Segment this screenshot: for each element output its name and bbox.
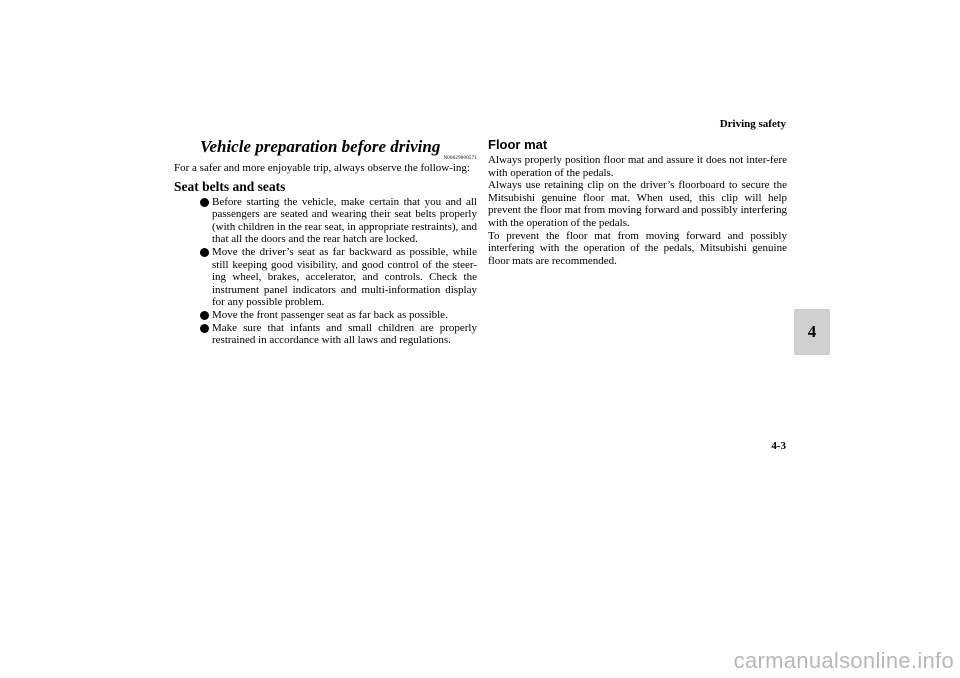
list-item-text: Make sure that infants and small children are properly restrained in accordance with all laws and regulations. [212,321,477,347]
page-number: 4-3 [771,440,786,452]
bullet-icon [200,324,209,333]
document-code: N00629000571 [443,156,477,161]
seat-belts-heading: Seat belts and seats [174,178,286,194]
list-item [200,246,477,309]
main-heading: Vehicle preparation before driving [200,137,441,156]
floor-mat-paragraph-3: To prevent the floor mat from moving forward and possibly interfering with the operation of the pedals, Mitsubishi genuine floor mats are recommended. [488,229,787,267]
left-column [174,137,477,347]
list-item [200,309,477,322]
list-item [200,196,477,246]
seat-bullet-list [174,196,477,347]
list-item-text: Move the front passenger seat as far back as possible. [212,308,448,321]
floor-mat-paragraph-2: Always use retaining clip on the driver’s floorboard to secure the Mitsubishi genuine floor mat. When used, this clip will help prevent the floor mat from moving forward and possibly interfering with the operation of the pedals. [488,179,787,229]
watermark: carmanualsonline.info [733,648,954,673]
floor-mat-heading: Floor mat [488,137,548,152]
list-item-text: Before starting the vehicle, make certain that you and all passengers are seated and wearing their seat belts properly (with children in the rear seat, in appropriate restraints), and that all the doors and the rear hatch are locked. [212,195,477,246]
right-column [488,137,787,267]
floor-mat-paragraph-1: Always properly position floor mat and assure it does not inter-fere with operation of the pedals. [488,154,787,179]
bullet-icon [200,248,209,257]
list-item [200,322,477,347]
bullet-icon [200,311,209,320]
chapter-number: 4 [807,322,817,341]
section-header-title: Driving safety [719,118,786,130]
intro-paragraph: For a safer and more enjoyable trip, always observe the follow-ing: [174,162,470,174]
chapter-tab [794,309,830,355]
bullet-icon [200,198,209,207]
list-item-text: Move the driver’s seat as far backward as possible, while still keeping good visibility, and good control of the steer-ing wheel, brakes, accelerator, and controls. Check the instrument panel indicators and multi-information display for any possible problem. [212,245,477,309]
